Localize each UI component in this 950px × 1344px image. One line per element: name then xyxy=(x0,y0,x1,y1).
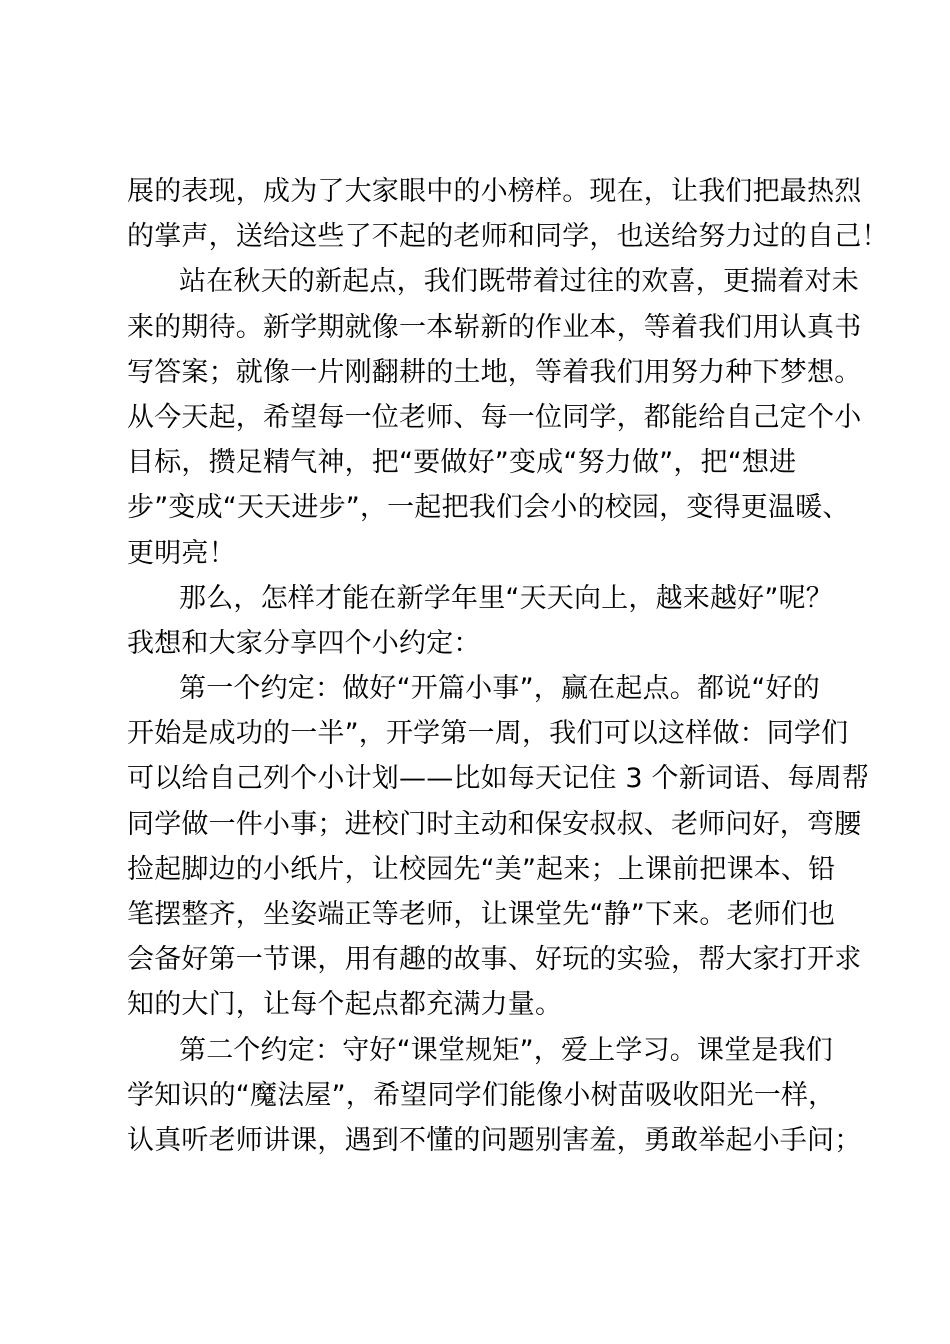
text-line: 展的表现，成为了大家眼中的小榜样。现在，让我们把最热烈 xyxy=(127,176,862,207)
text-line: 学知识的“魔法屋”，希望同学们能像小树苗吸收阳光一样， xyxy=(127,1079,836,1111)
text-line: 的掌声，送给这些了不起的老师和同学，也送给努力过的自己！ xyxy=(127,221,889,253)
paragraph-start-line: 那么，怎样才能在新学年里“天天向上，越来越好”呢？ xyxy=(179,582,833,614)
text-line: 我想和大家分享四个小约定： xyxy=(127,627,481,659)
text-line: 来的期待。新学期就像一本崭新的作业本，等着我们用认真书 xyxy=(127,311,862,343)
text-line: 写答案；就像一片刚翻耕的土地，等着我们用努力种下梦想。 xyxy=(127,356,862,388)
text-line: 同学做一件小事；进校门时主动和保安叔叔、老师问好，弯腰 xyxy=(127,808,862,840)
document-body xyxy=(127,169,889,1163)
paragraph-start-line: 站在秋天的新起点，我们既带着过往的欢喜，更揣着对未 xyxy=(179,266,859,298)
text-line: 捡起脚边的小纸片，让校园先“美”起来；上课前把课本、铅 xyxy=(127,853,836,885)
text-line: 认真听老师讲课，遇到不懂的问题别害羞，勇敢举起小手问； xyxy=(127,1124,862,1156)
text-line: 开始是成功的一半”，开学第一周，我们可以这样做：同学们 xyxy=(127,718,849,750)
text-line: 目标，攒足精气神，把“要做好”变成“努力做”，把“想进 xyxy=(127,447,797,479)
text-line: 会备好第一节课，用有趣的故事、好玩的实验，帮大家打开求 xyxy=(127,944,862,976)
paragraph-start-line: 第二个约定：守好“课堂规矩”，爱上学习。课堂是我们 xyxy=(179,1034,833,1066)
text-line: 从今天起，希望每一位老师、每一位同学，都能给自己定个小 xyxy=(127,401,862,433)
text-line: 可以给自己列个小计划——比如每天记住 3 个新词语、每周帮 xyxy=(127,763,870,795)
paragraph-start-line: 第一个约定：做好“开篇小事”，赢在起点。都说“好的 xyxy=(179,673,820,705)
text-line: 知的大门，让每个起点都充满力量。 xyxy=(127,989,563,1021)
text-line: 步”变成“天天进步”，一起把我们会小的校园，变得更温暖、 xyxy=(127,492,850,524)
text-line: 更明亮！ xyxy=(127,537,236,569)
text-line: 笔摆整齐，坐姿端正等老师，让课堂先“静”下来。老师们也 xyxy=(127,899,836,930)
